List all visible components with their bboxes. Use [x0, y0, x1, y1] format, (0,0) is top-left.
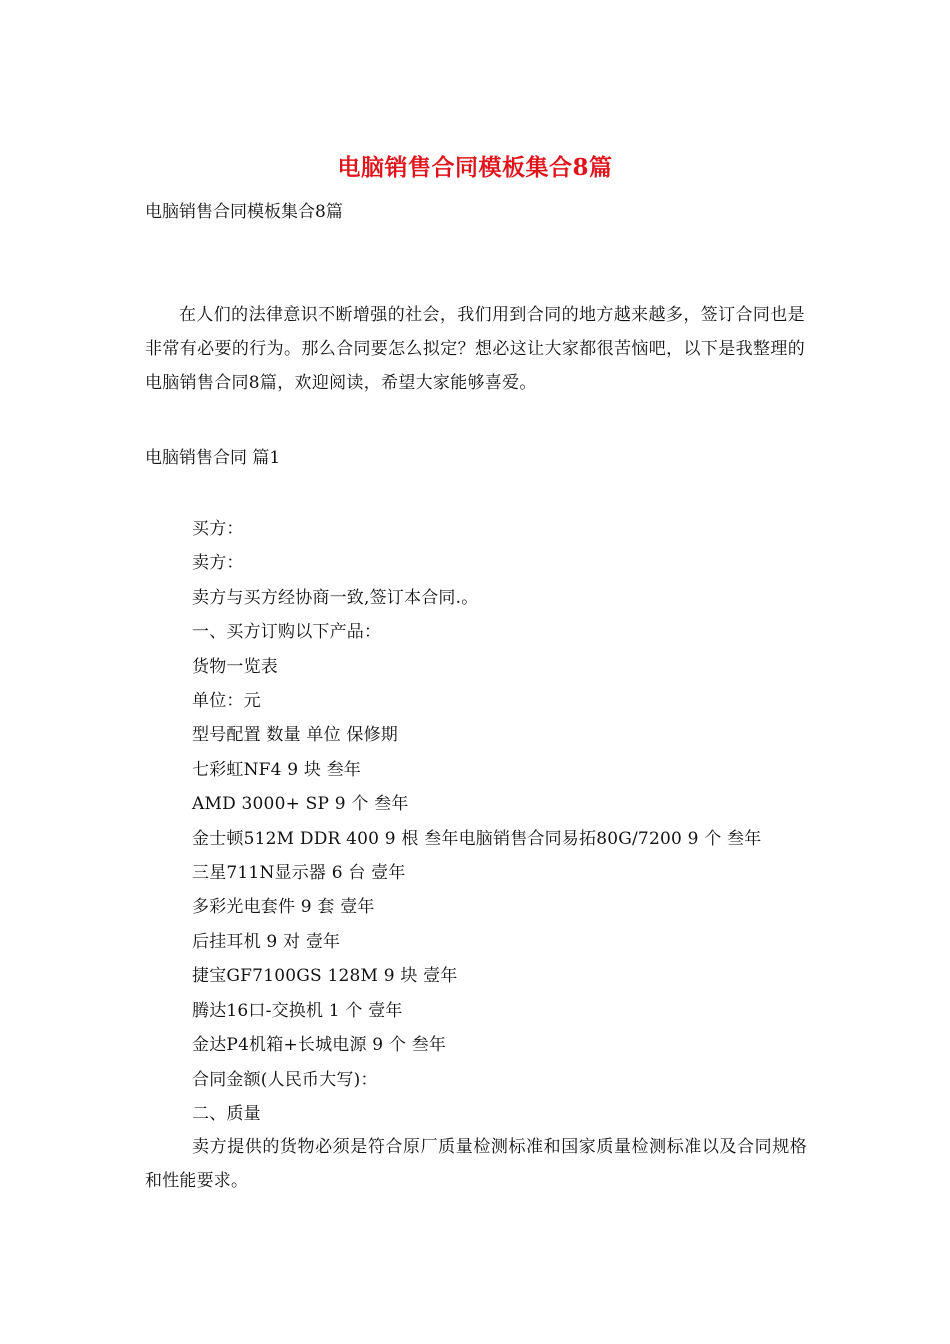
contract-line: 三星711N显示器 6 台 壹年	[192, 863, 406, 884]
intro-paragraph: 在人们的法律意识不断增强的社会，我们用到合同的地方越来越多，签订合同也是非常有必要的行为。那么合同要怎么拟定？想必这让大家都很苦恼吧，以下是我整理的电脑销售合同8篇，欢迎阅读，希望大家能够喜爱。	[145, 305, 805, 393]
contract-line: 卖方：	[192, 553, 244, 574]
contract-line: 合同金额(人民币大写)：	[192, 1069, 378, 1090]
section-heading: 电脑销售合同 篇1	[145, 448, 281, 468]
contract-line: 货物一览表	[192, 656, 278, 677]
contract-line: 腾达16口-交换机 1 个 壹年	[192, 1000, 403, 1021]
contract-line: 金达P4机箱+长城电源 9 个 叁年	[192, 1035, 447, 1056]
contract-line: 七彩虹NF4 9 块 叁年	[192, 759, 362, 780]
contract-line: 单位：元	[192, 691, 261, 712]
contract-line: 捷宝GF7100GS 128M 9 块 壹年	[192, 966, 458, 987]
contract-line: 二、质量	[192, 1103, 261, 1124]
contract-line: 后挂耳机 9 对 壹年	[192, 931, 341, 952]
document-title: 电脑销售合同模板集合8篇	[337, 154, 613, 181]
contract-line: 买方：	[192, 519, 244, 539]
document-subtitle: 电脑销售合同模板集合8篇	[145, 202, 343, 222]
contract-line: 卖方与买方经协商一致,签订本合同.。	[192, 587, 479, 608]
contract-line: 型号配置 数量 单位 保修期	[192, 725, 399, 746]
contract-line: 金士顿512M DDR 400 9 根 叁年电脑销售合同易拓80G/7200 9 个 叁年	[192, 828, 762, 849]
contract-lines	[192, 512, 812, 1131]
contract-line: AMD 3000+ SP 9 个 叁年	[192, 794, 409, 815]
quality-paragraph: 卖方提供的货物必须是符合原厂质量检测标准和国家质量检测标准以及合同规格和性能要求。	[145, 1137, 807, 1191]
contract-line: 多彩光电套件 9 套 壹年	[192, 897, 375, 918]
contract-line: 一、买方订购以下产品：	[192, 622, 382, 643]
